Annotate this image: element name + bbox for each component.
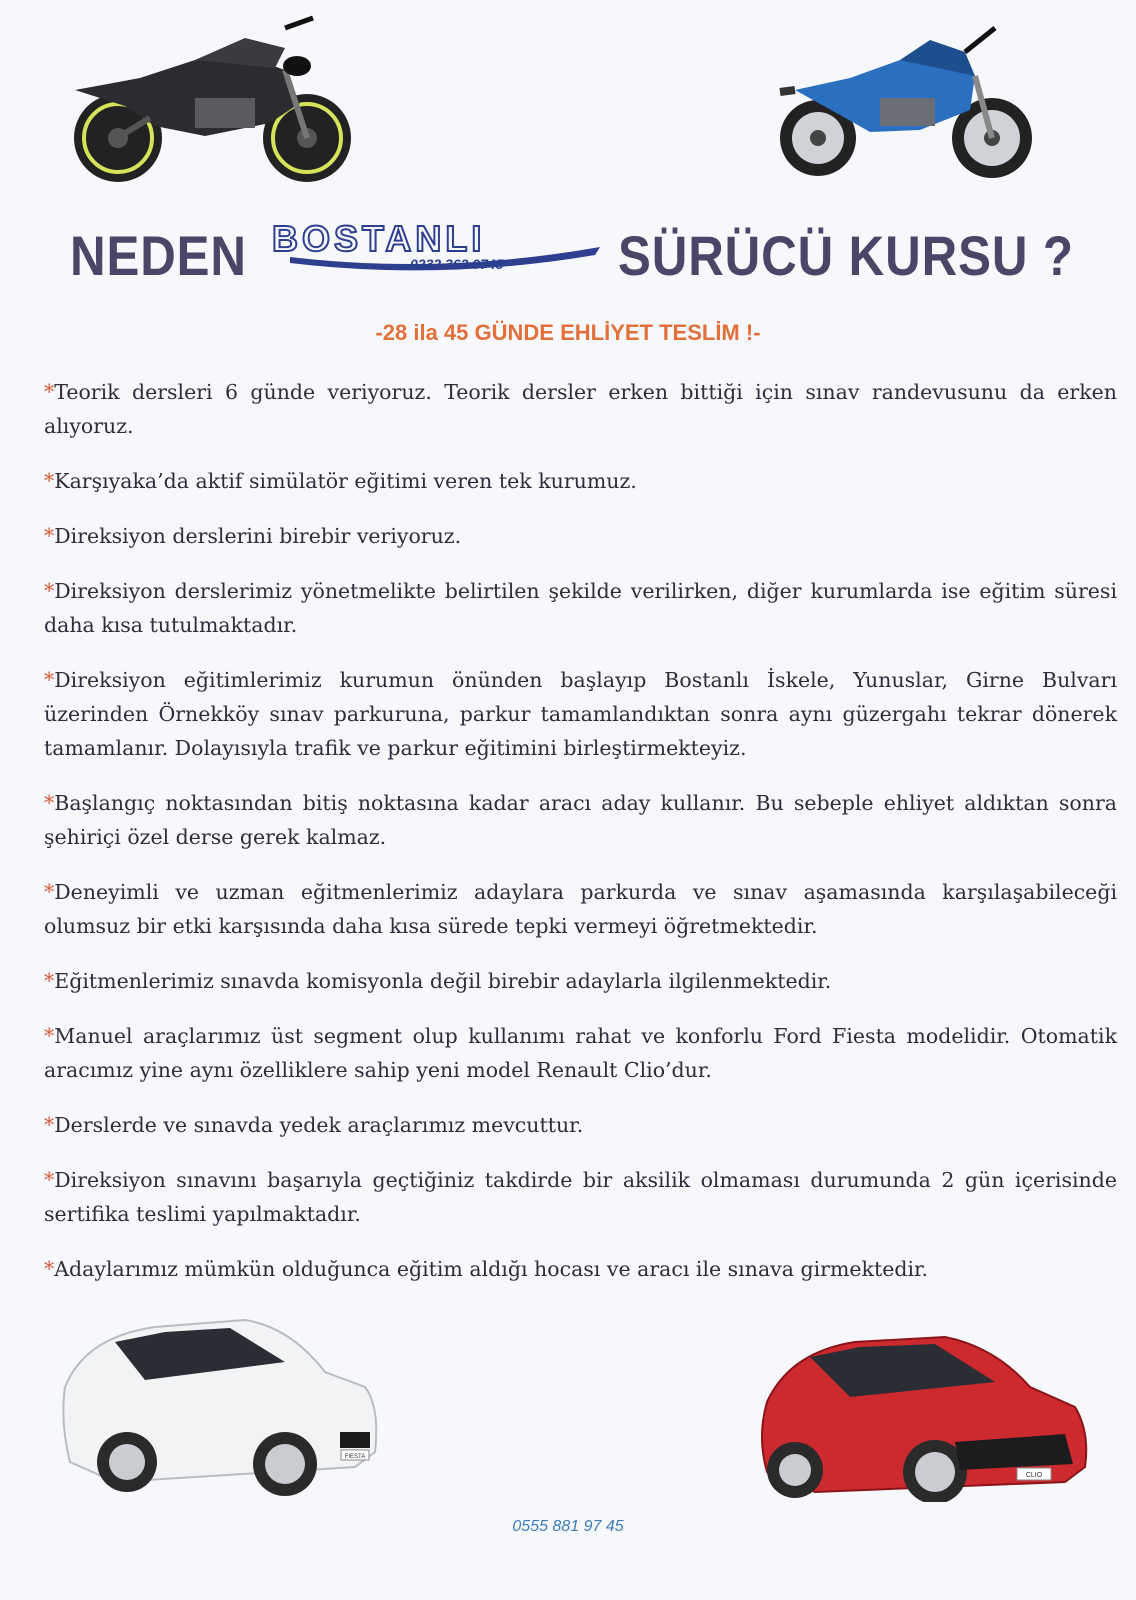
feature-text: Karşıyaka’da aktif simülatör eğitimi veren tek kurumuz. — [54, 469, 637, 493]
feature-text: Manuel araçlarımız üst segment olup kullanımı rahat ve konforlu Ford Fiesta modelidir. Otomatik aracımız yine aynı özelliklere sahip yeni model Renault Clio’dur. — [44, 1024, 1117, 1082]
feature-text: Deneyimli ve uzman eğitmenlerimiz adaylara parkurda ve sınav aşamasında karşılaşabileceği olumsuz bir etki karşısında daha kısa sürede tepki vermeyi öğretmektedir. — [44, 880, 1117, 938]
bullet-asterisk: * — [44, 969, 55, 993]
white-hatchback-car-icon — [55, 1292, 385, 1507]
feature-item — [44, 663, 1117, 765]
feature-item — [44, 1108, 1117, 1142]
feature-text: Direksiyon sınavını başarıyla geçtiğiniz takdirde bir aksilik olmaması durumunda 2 gün içerisinde sertifika teslimi yapılmaktadır. — [44, 1168, 1117, 1226]
feature-text: Direksiyon derslerini birebir veriyoruz. — [54, 524, 462, 548]
feature-item — [44, 464, 1117, 498]
bullet-asterisk: * — [44, 1113, 55, 1137]
logo-phone: 0232.362 9745 — [410, 256, 504, 272]
bullet-asterisk: * — [44, 579, 55, 603]
bullet-asterisk: * — [44, 1024, 55, 1048]
bullet-asterisk: * — [44, 791, 55, 815]
bullet-asterisk: * — [44, 1168, 55, 1192]
feature-item — [44, 519, 1117, 553]
title-right-words: SÜRÜCÜ KURSU ? — [618, 224, 1074, 287]
feature-item — [44, 375, 1117, 443]
feature-item — [44, 1163, 1117, 1231]
feature-item — [44, 964, 1117, 998]
feature-text: Başlangıç noktasından bitiş noktasına kadar aracı aday kullanır. Bu sebeple ehliyet aldıktan sonra şehiriçi özel derse gerek kalmaz. — [44, 791, 1117, 849]
bullet-asterisk: * — [44, 1257, 55, 1281]
title-row — [0, 205, 1136, 295]
bullet-asterisk: * — [44, 880, 55, 904]
feature-text: Direksiyon derslerimiz yönetmelikte belirtilen şekilde verilirken, diğer kurumlarda ise eğitim süresi daha kısa tutulmaktadır. — [44, 579, 1117, 637]
title-left-word: NEDEN — [70, 224, 247, 287]
logo-name: BOSTANLI — [272, 218, 486, 259]
feature-text: Teorik dersleri 6 günde veriyoruz. Teorik dersler erken bittiği için sınav randevusunu da erken alıyoruz. — [44, 380, 1117, 438]
feature-text: Derslerde ve sınavda yedek araçlarımız mevcuttur. — [54, 1113, 584, 1137]
feature-item — [44, 786, 1117, 854]
subtitle: -28 ila 45 GÜNDE EHLİYET TESLİM !- — [375, 320, 761, 345]
feature-text: Eğitmenlerimiz sınavda komisyonla değil birebir adaylarla ilgilenmektedir. — [54, 969, 832, 993]
feature-text: Direksiyon eğitimlerimiz kurumun önünden başlayıp Bostanlı İskele, Yunuslar, Girne Bulvarı üzerinden Örnekköy sınav parkuruna, parkur tamamlandıktan sonra aynı güzergahı tekrar dönerek tamamlanır. Dolayısıyla trafik ve parkur eğitimini birleştirmekteyiz. — [44, 668, 1117, 760]
blue-motorcycle-icon — [770, 20, 1050, 190]
bullet-asterisk: * — [44, 380, 55, 404]
left-car-badge: FIESTA — [344, 1454, 366, 1460]
feature-item — [44, 574, 1117, 642]
right-car-badge: CLIO — [1025, 1472, 1043, 1479]
feature-item — [44, 1252, 1117, 1286]
bullet-asterisk: * — [44, 524, 55, 548]
red-hatchback-car-icon — [755, 1322, 1095, 1502]
feature-item — [44, 1019, 1117, 1087]
dark-motorcycle-icon — [45, 8, 375, 188]
feature-list — [44, 375, 1117, 1307]
bullet-asterisk: * — [44, 469, 55, 493]
bostanli-logo — [270, 217, 615, 277]
feature-text: Adaylarımız mümkün olduğunca eğitim aldığı hocası ve aracı ile sınava girmektedir. — [54, 1257, 929, 1281]
feature-item — [44, 875, 1117, 943]
bullet-asterisk: * — [44, 668, 55, 692]
footer-phone: 0555 881 97 45 — [512, 1518, 624, 1535]
